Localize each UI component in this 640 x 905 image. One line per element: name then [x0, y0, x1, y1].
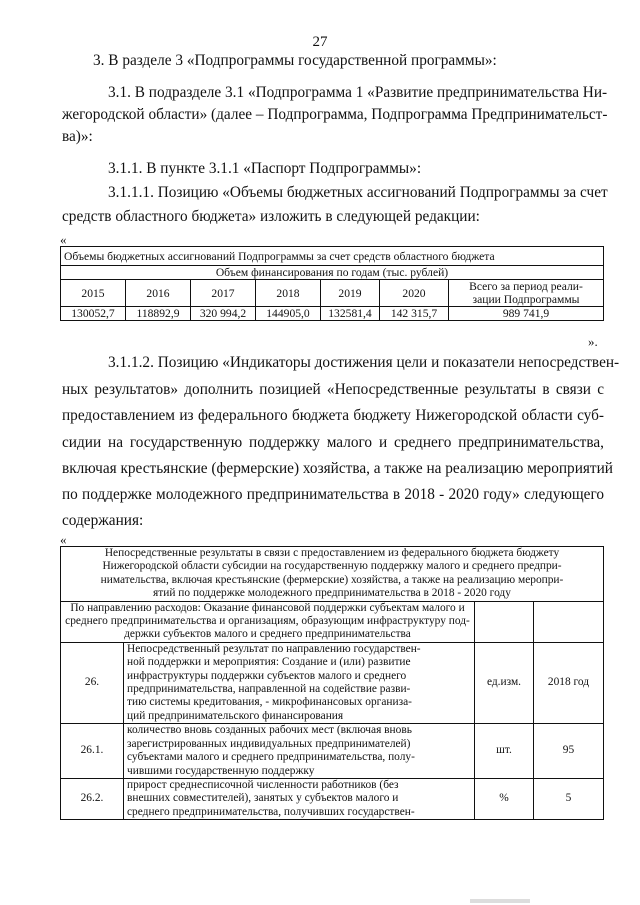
paragraph-3-1-line2: жегородской области» (далее – Подпрограмма, Подпрограмма Предпринимательст- — [62, 106, 608, 123]
row-desc-line: ций предпринимательского финансирования — [127, 709, 344, 722]
row-number: 26.2. — [61, 778, 124, 819]
total-value: 989 741,9 — [449, 307, 604, 321]
paragraph-3: 3. В разделе 3 «Подпрограммы государственной программы»: — [93, 52, 497, 69]
budget-table-title: Объемы бюджетных ассигнований Подпрограммы за счет средств областного бюджета — [61, 247, 604, 266]
results-table — [60, 546, 604, 820]
total-header — [449, 280, 604, 307]
budget-table-header-row — [61, 280, 604, 307]
results-header-line1: Непосредственные результаты в связи с предоставлением из федерального бюджета бюджету — [104, 547, 560, 559]
direction-line2: среднего предпринимательства и организациям, образующим инфраструктуру под- — [65, 615, 470, 628]
row-desc-line: предпринимательства, направленной на содействие разви- — [127, 683, 411, 696]
row-desc-line: чившими государственную поддержку — [127, 764, 315, 777]
year-value: 118892,9 — [126, 307, 191, 321]
paragraph-3-1-1-2-line1: 3.1.1.2. Позицию «Индикаторы достижения цели и показатели непосредствен- — [108, 354, 620, 371]
row-desc-line: прирост среднесписочной численности работников (без — [127, 778, 399, 791]
paragraph-3-1-1-2-line2: ных результатов» дополнить позицией «Непосредственные результаты в связи с — [62, 381, 604, 398]
paragraph-3-1-line1: 3.1. В подразделе 3.1 «Подпрограмма 1 «Развитие предпринимательства Ни- — [108, 84, 608, 101]
direction-line1: По направлению расходов: Оказание финансовой поддержки субъектам малого и — [70, 601, 465, 614]
paragraph-3-1-1-2-line4: сидии на государственную поддержку малого и среднего предпринимательства, — [62, 434, 604, 451]
year-value: 142 315,7 — [380, 307, 449, 321]
row-unit: ед.изм. — [475, 642, 534, 723]
year-header: 2020 — [380, 280, 449, 307]
open-quote-2: « — [60, 532, 67, 547]
row-unit: % — [475, 778, 534, 819]
row-desc-line: количество вновь созданных рабочих мест (включая вновь — [127, 724, 412, 737]
paragraph-3-1-1-1-line1: 3.1.1.1. Позицию «Объемы бюджетных ассигнований Подпрограммы за счет — [108, 184, 608, 201]
results-header-line2: Нижегородской области субсидии на государственную поддержку малого и среднего предпри- — [102, 560, 562, 573]
results-header-line3: нимательства, включая крестьянские (фермерские) хозяйства, а также на реализацию меропри- — [100, 573, 564, 586]
budget-table-values-row — [61, 307, 604, 321]
scan-artifact — [470, 899, 530, 903]
direction-line3: держки субъектов малого и среднего предпринимательства — [124, 628, 411, 641]
row-desc-line: зарегистрированных индивидуальных предпринимателей) — [127, 737, 411, 750]
paragraph-3-1-1-2-line3: предоставлением из федерального бюджета бюджету Нижегородской области суб- — [62, 407, 604, 424]
row-description — [124, 724, 475, 779]
row-desc-line: ной поддержки и мероприятия: Создание и (или) развитие — [127, 656, 411, 669]
table-row — [61, 724, 604, 779]
row-desc-line: внешних совместителей), занятых у субъектов малого и — [127, 792, 399, 805]
empty-cell — [534, 601, 604, 642]
paragraph-3-1-line3: ва)»: — [62, 128, 93, 145]
row-value: 2018 год — [534, 642, 604, 723]
year-header: 2016 — [126, 280, 191, 307]
paragraph-3-1-1-2-line7: содержания: — [62, 512, 144, 529]
results-direction — [61, 601, 475, 642]
year-value: 132581,4 — [321, 307, 380, 321]
year-header: 2015 — [61, 280, 126, 307]
row-value: 95 — [534, 724, 604, 779]
table-row — [61, 642, 604, 723]
row-number: 26.1. — [61, 724, 124, 779]
total-header-line1: Всего за период реали- — [469, 280, 583, 293]
row-number: 26. — [61, 642, 124, 723]
budget-table — [60, 246, 604, 321]
table-row — [61, 778, 604, 819]
results-table-header — [61, 547, 604, 602]
close-quote-1: ». — [588, 334, 598, 349]
row-desc-line: среднего предпринимательства, получивших государствен- — [127, 805, 415, 818]
row-unit: шт. — [475, 724, 534, 779]
year-header: 2019 — [321, 280, 380, 307]
open-quote-1: « — [60, 232, 67, 247]
row-description — [124, 778, 475, 819]
row-description — [124, 642, 475, 723]
year-value: 144905,0 — [256, 307, 321, 321]
total-header-line2: зации Подпрограммы — [472, 293, 580, 306]
paragraph-3-1-1-2-line5: включая крестьянские (фермерские) хозяйства, а также на реализацию мероприятий — [62, 460, 613, 477]
row-desc-line: Непосредственный результат по направлению государствен- — [127, 642, 421, 655]
paragraph-3-1-1-1-line2: средств областного бюджета» изложить в следующей редакции: — [62, 208, 480, 225]
row-desc-line: субъектами малого и среднего предпринимательства, полу- — [127, 751, 415, 764]
year-header: 2017 — [191, 280, 256, 307]
row-value: 5 — [534, 778, 604, 819]
budget-table-subtitle: Объем финансирования по годам (тыс. рублей) — [61, 266, 604, 280]
row-desc-line: инфраструктуры поддержки субъектов малого и среднего — [127, 669, 407, 682]
paragraph-3-1-1-2-line6: по поддержке молодежного предпринимательства в 2018 - 2020 году» следующего — [62, 486, 604, 503]
empty-cell — [475, 601, 534, 642]
row-desc-line: тию системы кредитования, - микрофинансовых организа- — [127, 696, 412, 709]
year-value: 320 994,2 — [191, 307, 256, 321]
year-value: 130052,7 — [61, 307, 126, 321]
year-header: 2018 — [256, 280, 321, 307]
paragraph-3-1-1: 3.1.1. В пункте 3.1.1 «Паспорт Подпрограммы»: — [108, 160, 422, 177]
page-number: 27 — [312, 34, 328, 50]
results-header-line4: ятий по поддержке молодежного предпринимательства в 2018 - 2020 году — [153, 587, 511, 600]
